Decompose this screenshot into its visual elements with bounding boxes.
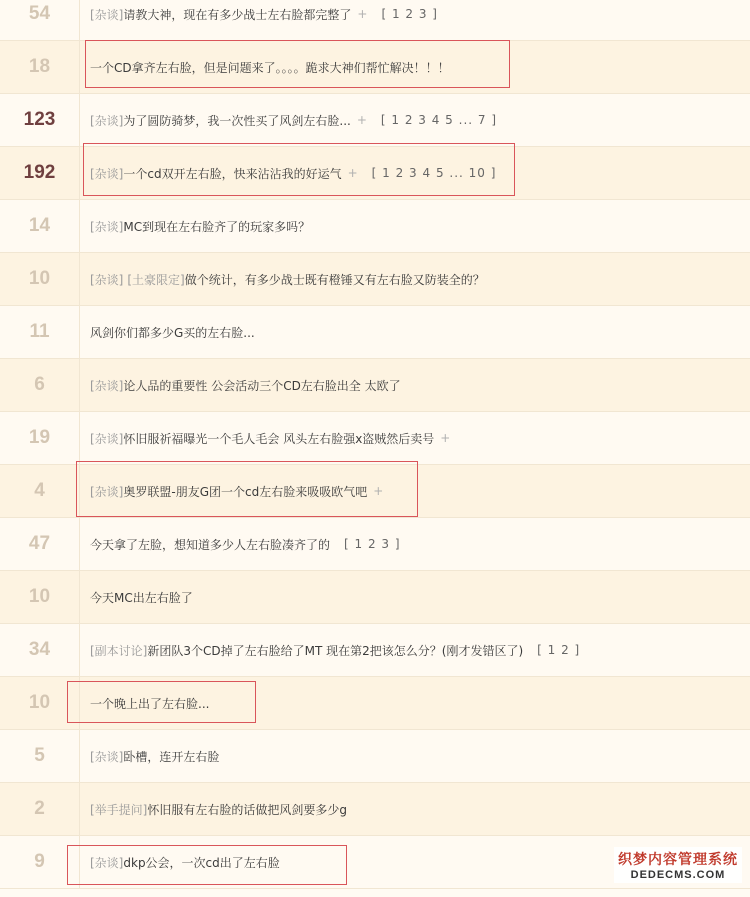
- thread-title-cell: [80, 801, 750, 818]
- reply-count: 6: [0, 359, 80, 411]
- thread-title-cell: [80, 218, 750, 235]
- new-reply-marker: +: [373, 484, 384, 498]
- thread-row[interactable]: [0, 571, 750, 624]
- reply-count: 19: [0, 412, 80, 464]
- thread-row[interactable]: [0, 730, 750, 783]
- thread-title-link[interactable]: 奥罗联盟-朋友G团一个cd左右脸来吸吸欧气吧: [123, 484, 368, 499]
- reply-count: 9: [0, 836, 80, 888]
- thread-title-link[interactable]: 今天MC出左右脸了: [90, 590, 193, 605]
- thread-title-cell: [80, 112, 750, 129]
- reply-count: 47: [0, 518, 80, 570]
- thread-row[interactable]: [0, 94, 750, 147]
- thread-row[interactable]: [0, 359, 750, 412]
- reply-count: 10: [0, 253, 80, 305]
- thread-pages[interactable]: [ 1 2 3 4 5 ... 7 ]: [380, 113, 498, 127]
- thread-title-link[interactable]: 论人品的重要性 公会活动三个CD左右脸出全 太欧了: [123, 378, 401, 393]
- thread-title-link[interactable]: dkp公会，一次cd出了左右脸: [123, 855, 280, 870]
- reply-count: 14: [0, 200, 80, 252]
- thread-row[interactable]: [0, 41, 750, 94]
- thread-row[interactable]: [0, 783, 750, 836]
- thread-row[interactable]: [0, 0, 750, 41]
- thread-title-link[interactable]: 风剑你们都多少G买的左右脸...: [90, 325, 255, 340]
- thread-title-link[interactable]: 做个统计，有多少战士既有橙锤又有左右脸又防装全的？: [184, 272, 485, 287]
- reply-count: 2: [0, 783, 80, 835]
- thread-title-cell: [80, 324, 750, 341]
- new-reply-marker: +: [356, 113, 367, 127]
- watermark-logo: [614, 847, 742, 883]
- thread-pages[interactable]: [ 1 2 3 ]: [344, 537, 401, 551]
- thread-title-link[interactable]: 卧槽，连开左右脸: [123, 749, 220, 764]
- watermark-line1: 织梦内容管理系统: [618, 851, 738, 867]
- reply-count: 34: [0, 624, 80, 676]
- thread-category-tag[interactable]: [举手提问]: [90, 802, 148, 817]
- thread-title-link[interactable]: 今天拿了左脸，想知道多少人左右脸凑齐了的: [90, 537, 331, 552]
- thread-category-tag[interactable]: [副本讨论]: [90, 643, 148, 658]
- reply-count: 5: [0, 730, 80, 782]
- thread-title-cell: [80, 59, 750, 76]
- thread-category-tag[interactable]: [杂谈]: [90, 113, 124, 128]
- new-reply-marker: +: [357, 7, 368, 21]
- thread-category-tag[interactable]: [杂谈]: [90, 484, 124, 499]
- thread-row[interactable]: [0, 200, 750, 253]
- thread-row[interactable]: [0, 306, 750, 359]
- watermark-line2: DEDECMS.COM: [630, 869, 726, 881]
- thread-category-tag[interactable]: [杂谈]: [90, 166, 124, 181]
- thread-category-tag[interactable]: [杂谈]: [90, 7, 124, 22]
- thread-title-cell: [80, 748, 750, 765]
- thread-pages[interactable]: [ 1 2 ]: [537, 643, 581, 657]
- reply-count: 11: [0, 306, 80, 358]
- thread-title-link[interactable]: 新团队3个CD掉了左右脸给了MT 现在第2把该怎么分？(刚才发错区了): [147, 643, 524, 658]
- thread-title-cell: [80, 642, 750, 659]
- thread-title-cell: [80, 483, 750, 500]
- thread-row[interactable]: [0, 465, 750, 518]
- thread-category-tag[interactable]: [杂谈]: [90, 749, 124, 764]
- reply-count: 18: [0, 41, 80, 93]
- new-reply-marker: +: [440, 431, 451, 445]
- thread-title-link[interactable]: 为了圆防骑梦，我一次性买了风剑左右脸...: [123, 113, 351, 128]
- thread-row[interactable]: [0, 624, 750, 677]
- reply-count: 123: [0, 94, 80, 146]
- thread-title-cell: [80, 589, 750, 606]
- thread-pages[interactable]: [ 1 2 3 ]: [381, 7, 438, 21]
- thread-title-cell: [80, 430, 750, 447]
- thread-title-cell: [80, 695, 750, 712]
- thread-title-link[interactable]: 请教大神，现在有多少战士左右脸都完整了: [123, 7, 352, 22]
- thread-row[interactable]: [0, 412, 750, 465]
- thread-title-cell: [80, 536, 750, 553]
- new-reply-marker: +: [347, 166, 358, 180]
- thread-title-cell: [80, 377, 750, 394]
- thread-row[interactable]: [0, 677, 750, 730]
- thread-title-cell: [80, 6, 750, 23]
- thread-row[interactable]: [0, 147, 750, 200]
- thread-category-tag[interactable]: [杂谈]: [90, 855, 124, 870]
- thread-pages[interactable]: [ 1 2 3 4 5 ... 10 ]: [371, 166, 497, 180]
- thread-category-tag[interactable]: [杂谈]: [90, 219, 124, 234]
- reply-count: 192: [0, 147, 80, 199]
- thread-title-cell: [80, 165, 750, 182]
- thread-title-link[interactable]: 怀旧服有左右脸的话做把风剑要多少g: [147, 802, 347, 817]
- reply-count: 54: [0, 0, 80, 40]
- thread-title-link[interactable]: 一个cd双开左右脸，快来沾沾我的好运气: [123, 166, 342, 181]
- thread-subcategory-tag[interactable]: [土豪限定]: [127, 272, 185, 287]
- thread-title-link[interactable]: 一个CD拿齐左右脸，但是问题来了。。。。跪求大神们帮忙解决！！！: [90, 60, 450, 75]
- thread-row[interactable]: [0, 253, 750, 306]
- thread-category-tag[interactable]: [杂谈]: [90, 378, 124, 393]
- thread-title-link[interactable]: MC到现在左右脸齐了的玩家多吗？: [123, 219, 311, 234]
- reply-count: 10: [0, 677, 80, 729]
- thread-title-link[interactable]: 一个晚上出了左右脸...: [90, 696, 210, 711]
- thread-category-tag[interactable]: [杂谈]: [90, 272, 124, 287]
- thread-category-tag[interactable]: [杂谈]: [90, 431, 124, 446]
- thread-row[interactable]: [0, 518, 750, 571]
- thread-title-cell: [80, 271, 750, 288]
- reply-count: 4: [0, 465, 80, 517]
- reply-count: 10: [0, 571, 80, 623]
- thread-title-link[interactable]: 怀旧服祈福曝光一个毛人毛会 风头左右脸强x盗贼然后卖号: [123, 431, 435, 446]
